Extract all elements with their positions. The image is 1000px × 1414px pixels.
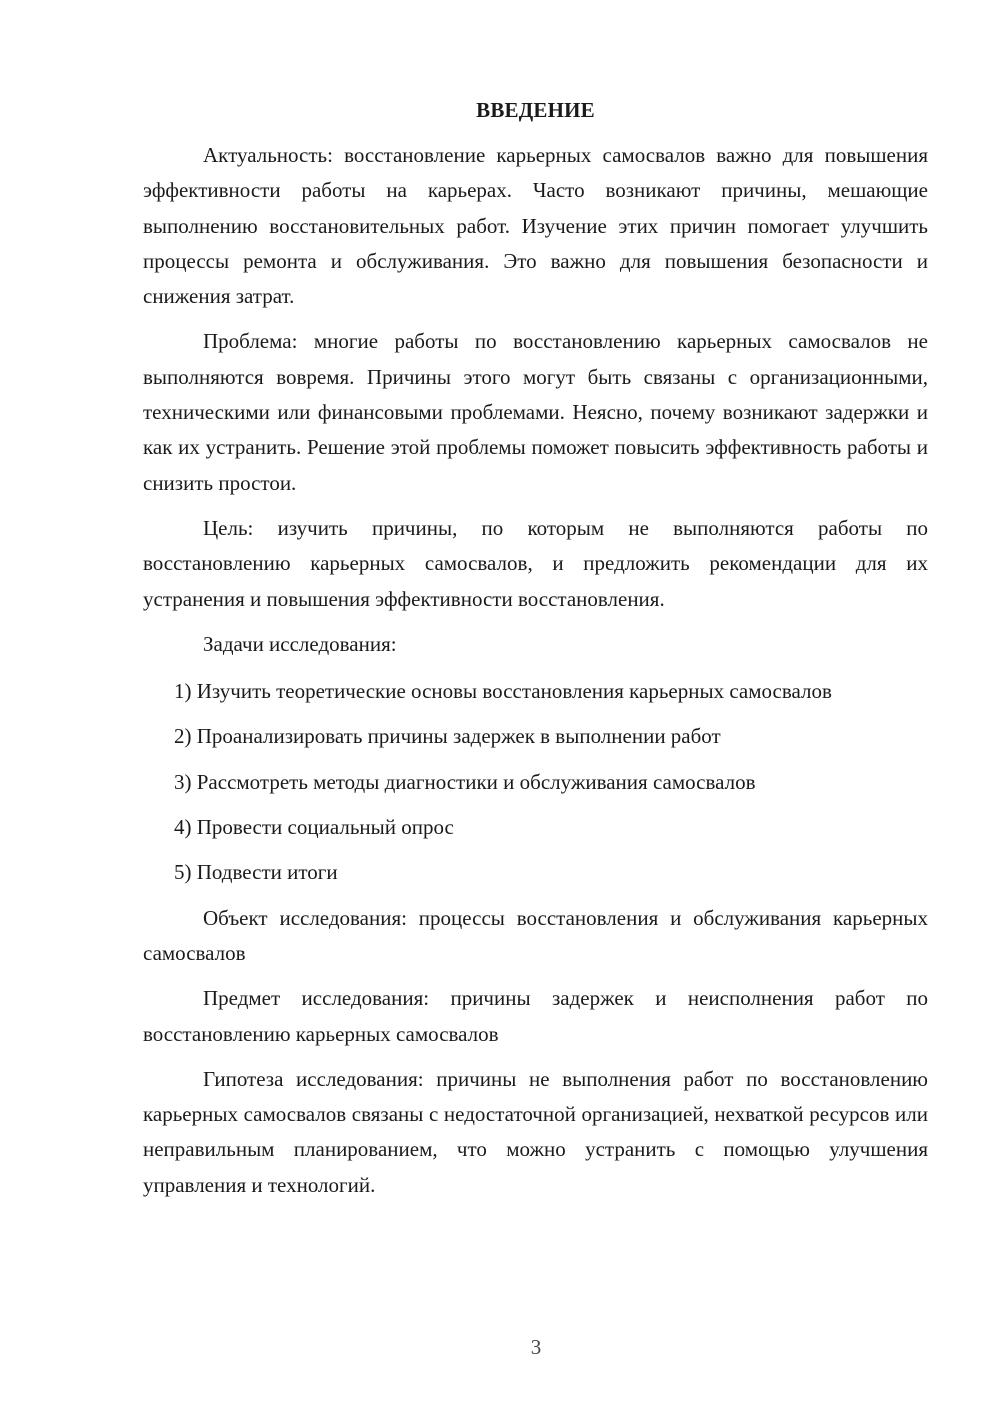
- page-number: 3: [530, 1335, 542, 1359]
- paragraph-goal: Цель: изучить причины, по которым не выполняются работы по восстановлению карьерных самосвалов, и предложить рекомендации для их устранения и повышения эффективности восстановления.: [143, 515, 928, 611]
- paragraph-actuality: Актуальность: восстановление карьерных самосвалов важно для повышения эффективности работы на карьерах. Часто возникают причины, мешающие выполнению восстановительных работ. Изучение этих причин помогает улучшить процессы ремонта и обслуживания. Это важно для повышения безопасности и снижения затрат.: [143, 143, 928, 309]
- list-item: 1) Изучить теоретические основы восстановления карьерных самосвалов: [174, 679, 832, 704]
- list-item: 2) Проанализировать причины задержек в выполнении работ: [174, 724, 721, 749]
- paragraph-object: Объект исследования: процессы восстановления и обслуживания карьерных самосвалов: [143, 905, 928, 965]
- list-item: 4) Провести социальный опрос: [174, 815, 454, 840]
- paragraph-hypothesis: Гипотеза исследования: причины не выполнения работ по восстановлению карьерных самосвалов связаны с недостаточной организацией, нехваткой ресурсов или неправильным планированием, что можно устранить с помощью улучшения управления и технологий.: [143, 1066, 928, 1197]
- section-title: ВВЕДЕНИЕ: [476, 98, 595, 122]
- list-item: 3) Рассмотреть методы диагностики и обслуживания самосвалов: [174, 769, 756, 794]
- tasks-list: [143, 674, 928, 890]
- paragraph-problem: Проблема: многие работы по восстановлению карьерных самосвалов не выполняются вовремя. Причины этого могут быть связаны с организационными, техническими или финансовыми проблемами. Неясно, почему возникают задержки и как их устранить. Решение этой проблемы поможет повысить эффективность работы и снизить простои.: [143, 329, 928, 495]
- paragraph-subject: Предмет исследования: причины задержек и неисполнения работ по восстановлению карьерных самосвалов: [143, 986, 928, 1046]
- document-page: [143, 96, 928, 1213]
- list-item: 5) Подвести итоги: [174, 860, 338, 885]
- tasks-heading: Задачи исследования:: [203, 631, 397, 656]
